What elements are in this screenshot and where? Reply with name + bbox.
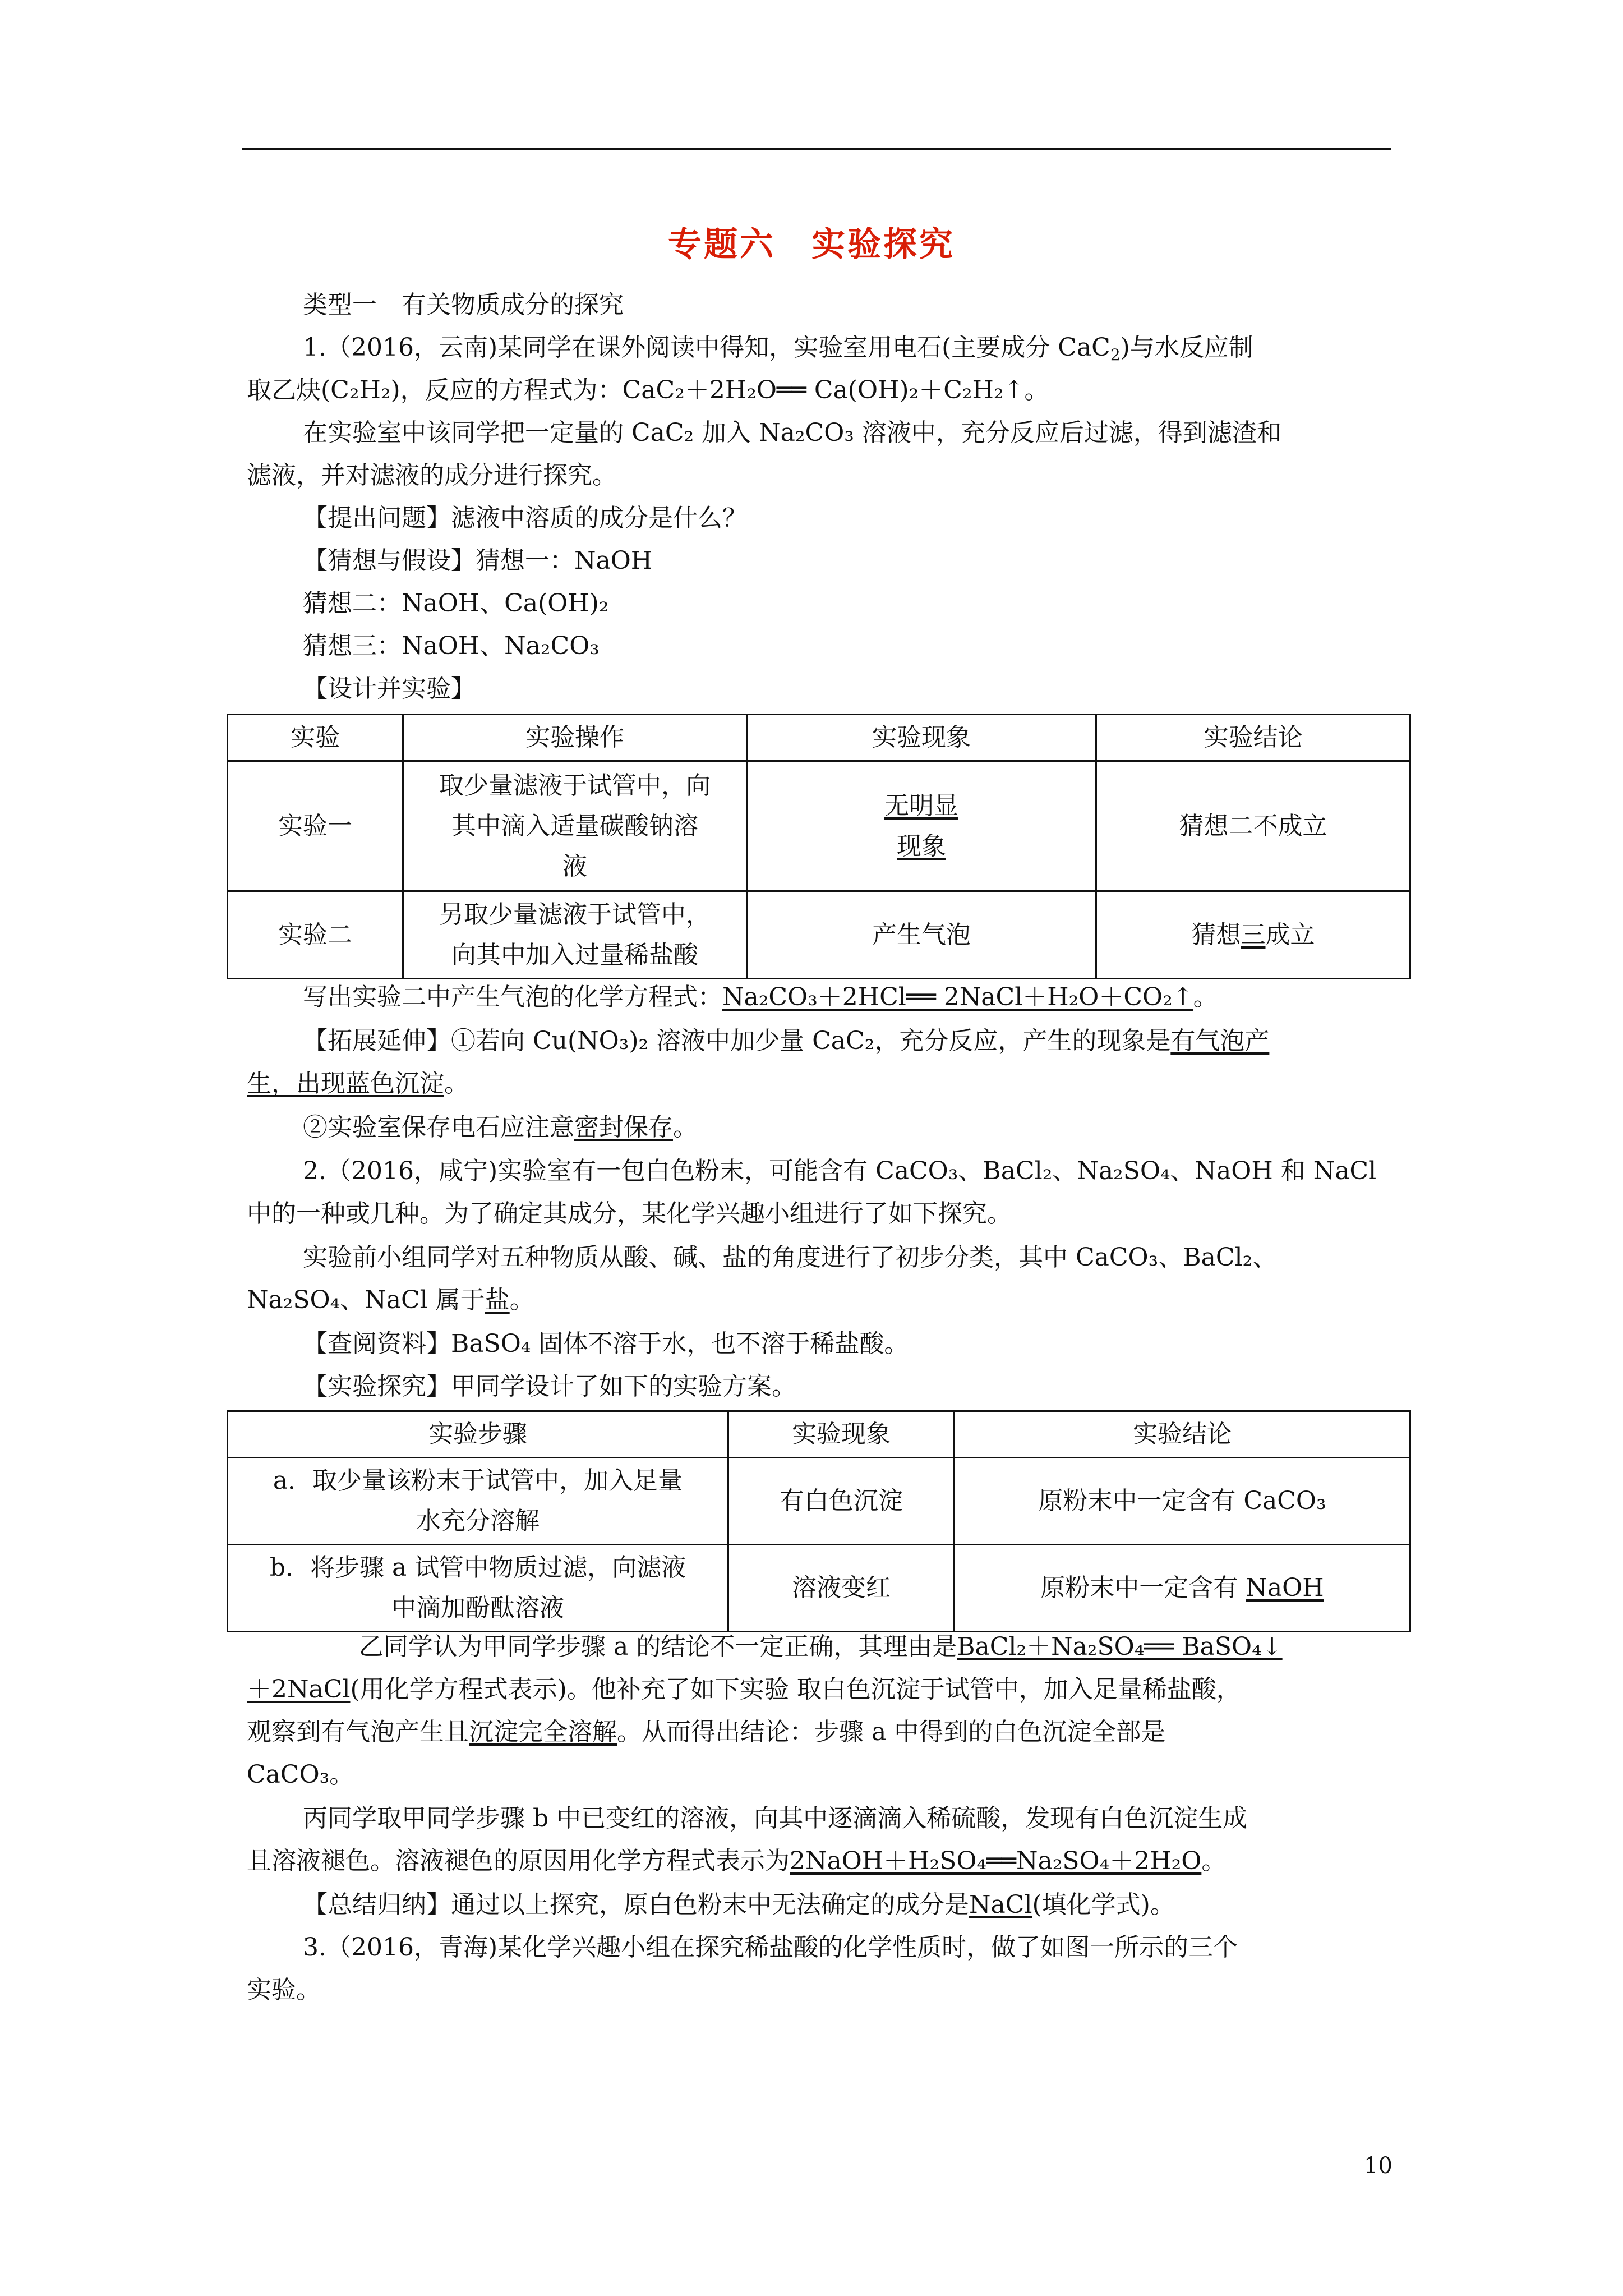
- q2-yi-line4: CaCO₃。: [247, 1760, 354, 1789]
- header-rule: [242, 148, 1391, 150]
- q1-r1-concl: 猜想二不成立: [1096, 761, 1410, 891]
- q1-question: 【提出问题】滤液中溶质的成分是什么？: [303, 504, 747, 532]
- q2-th-step: 实验步骤: [228, 1411, 728, 1458]
- page-title: 专题六 实验探究: [668, 225, 955, 264]
- q1-line2: 取乙炔(C₂H₂)，反应的方程式为：CaC₂＋2H₂O══ Ca(OH)₂＋C₂H₂↑。: [247, 376, 1049, 404]
- q1-r2-concl: 猜想三成立: [1096, 891, 1410, 979]
- q2-table-header: [228, 1411, 1410, 1458]
- table-row: [228, 1545, 1410, 1632]
- q2-yi-line1: 乙同学认为甲同学步骤 a 的结论不一定正确，其理由是BaCl₂＋Na₂SO₄══ BaSO₄↓: [359, 1632, 1283, 1661]
- q1-r1-name: 实验一: [228, 761, 403, 891]
- q2-r1-concl: 原粉末中一定含有 CaCO₃: [955, 1458, 1410, 1545]
- q2-line1: 2.（2016，咸宁)实验室有一包白色粉末，可能含有 CaCO₃、BaCl₂、Na₂SO₄、NaOH 和 NaCl: [303, 1157, 1377, 1185]
- q2-r2-phen: 溶液变红: [728, 1545, 955, 1632]
- q1-r1-op: 取少量滤液于试管中，向 其中滴入适量碳酸钠溶 液: [403, 761, 747, 891]
- table-row: [228, 761, 1410, 891]
- q1-design: 【设计并实验】: [303, 674, 476, 703]
- table-row: [228, 1458, 1410, 1545]
- q2-yi-line2: ＋2NaCl(用化学方程式表示)。他补充了如下实验 取白色沉淀于试管中，加入足量稀盐酸，: [247, 1675, 1241, 1704]
- q3-line1: 3.（2016，青海)某化学兴趣小组在探究稀盐酸的化学性质时，做了如图一所示的三个: [303, 1933, 1238, 1962]
- q2-r2-concl: 原粉末中一定含有 NaOH: [955, 1545, 1410, 1632]
- q1-guess3: 猜想三：NaOH、Na₂CO₃: [303, 632, 600, 660]
- q1-guess2: 猜想二：NaOH、Ca(OH)₂: [303, 589, 609, 618]
- page-number: 10: [1364, 2153, 1393, 2179]
- q2-info: 【查阅资料】BaSO₄ 固体不溶于水，也不溶于稀盐酸。: [303, 1329, 909, 1358]
- q1-line3: 在实验室中该同学把一定量的 CaC₂ 加入 Na₂CO₃ 溶液中，充分反应后过滤，得到滤渣和: [303, 418, 1281, 447]
- type-heading: 类型一 有关物质成分的探究: [303, 291, 624, 319]
- q2-summary: 【总结归纳】通过以上探究，原白色粉末中无法确定的成分是NaCl(填化学式)。: [303, 1890, 1175, 1919]
- q1-guess1: 【猜想与假设】猜想一：NaOH: [303, 546, 653, 575]
- q3-line2: 实验。: [247, 1976, 321, 2004]
- q1-r2-phen: 产生气泡: [747, 891, 1096, 979]
- q1-table-header: [228, 715, 1410, 761]
- q1-line4: 滤液，并对滤液的成分进行探究。: [247, 461, 617, 490]
- q1-storage: ②实验室保存电石应注意密封保存。: [303, 1113, 698, 1142]
- q1-th-phen: 实验现象: [747, 715, 1096, 761]
- q1-line1: 1.（2016，云南)某同学在课外阅读中得知，实验室用电石(主要成分 CaC$_2$)与水反应制: [303, 333, 1253, 364]
- q1-r2-op: 另取少量滤液于试管中， 向其中加入过量稀盐酸: [403, 891, 747, 979]
- q1-r1-phen: 无明显 现象: [747, 761, 1096, 891]
- q2-bing-line1: 丙同学取甲同学步骤 b 中已变红的溶液，向其中逐滴滴入稀硫酸，发现有白色沉淀生成: [303, 1804, 1248, 1833]
- table-row: [228, 891, 1410, 979]
- q2-table: [227, 1410, 1411, 1632]
- q2-line2: 中的一种或几种。为了确定其成分，某化学兴趣小组进行了如下探究。: [247, 1199, 1012, 1228]
- q1-th-concl: 实验结论: [1096, 715, 1410, 761]
- q1-equation: 写出实验二中产生气泡的化学方程式：Na₂CO₃＋2HCl══ 2NaCl＋H₂O＋CO₂↑。: [303, 983, 1218, 1011]
- q1-th-exp: 实验: [228, 715, 403, 761]
- q2-bing-line2: 且溶液褪色。溶液褪色的原因用化学方程式表示为2NaOH＋H₂SO₄══Na₂SO₄＋2H₂O。: [247, 1847, 1227, 1875]
- q1-extension-cont: 生，出现蓝色沉淀。: [247, 1069, 469, 1098]
- q1-extension: 【拓展延伸】①若向 Cu(NO₃)₂ 溶液中加少量 CaC₂，充分反应，产生的现象是有气泡产: [303, 1027, 1270, 1055]
- q1-table: [227, 714, 1411, 979]
- q2-th-concl: 实验结论: [955, 1411, 1410, 1458]
- q1-r2-name: 实验二: [228, 891, 403, 979]
- q2-r2-step: b．将步骤 a 试管中物质过滤，向滤液 中滴加酚酞溶液: [228, 1545, 728, 1632]
- q2-line3: 实验前小组同学对五种物质从酸、碱、盐的角度进行了初步分类，其中 CaCO₃、BaCl₂、: [303, 1243, 1278, 1272]
- q2-r1-step: a．取少量该粉末于试管中，加入足量 水充分溶解: [228, 1458, 728, 1545]
- q2-line4: Na₂SO₄、NaCl 属于盐。: [247, 1286, 534, 1314]
- q2-yi-line3: 观察到有气泡产生且沉淀完全溶解。从而得出结论：步骤 a 中得到的白色沉淀全部是: [247, 1718, 1166, 1746]
- q2-th-phen: 实验现象: [728, 1411, 955, 1458]
- q2-explore: 【实验探究】甲同学设计了如下的实验方案。: [303, 1372, 796, 1401]
- q2-r1-phen: 有白色沉淀: [728, 1458, 955, 1545]
- q1-th-op: 实验操作: [403, 715, 747, 761]
